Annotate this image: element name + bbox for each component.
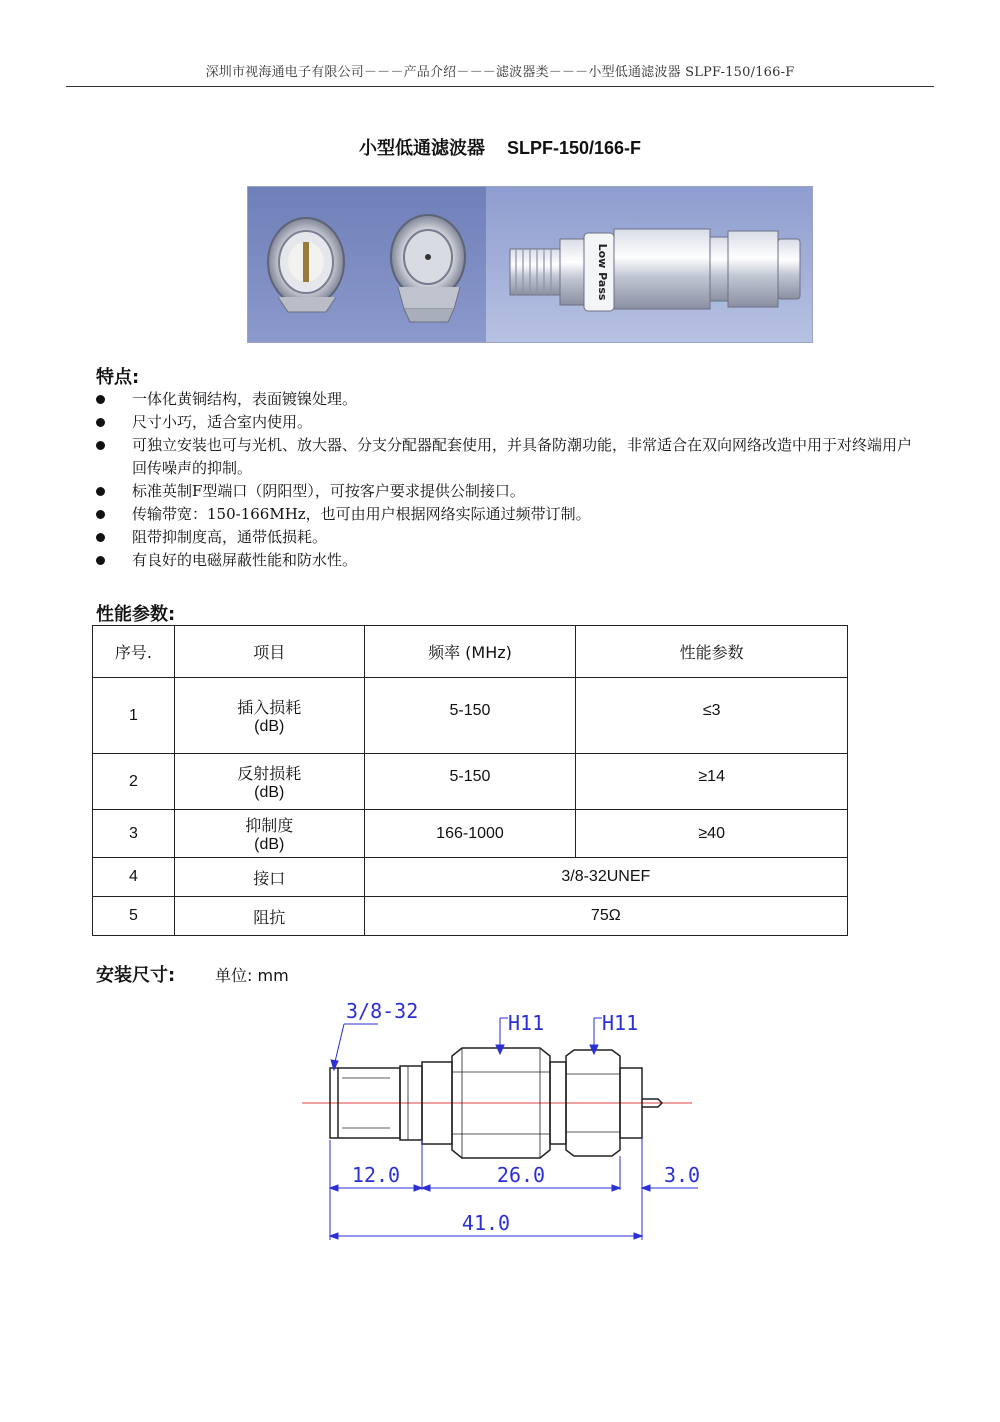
row-number: 3 xyxy=(93,810,175,858)
value-cell: ≤3 xyxy=(576,678,848,754)
bullet-icon xyxy=(96,418,105,427)
performance-table xyxy=(92,625,848,936)
list-item: 有良好的电磁屏蔽性能和防水性。 xyxy=(96,549,916,572)
thread-label: 3/8-32 xyxy=(346,999,419,1023)
dimension-labels xyxy=(346,999,700,1235)
product-name: 小型低通滤波器 xyxy=(358,138,485,159)
item-cell: 反射损耗 (dB) xyxy=(174,754,364,810)
bullet-icon xyxy=(96,441,105,450)
features-title: 特点: xyxy=(96,367,140,388)
product-model: SLPF-150/166-F xyxy=(506,138,642,158)
row-number: 4 xyxy=(93,858,175,897)
merged-value-cell: 3/8-32UNEF xyxy=(364,858,847,897)
header-cell: 频率 (MHz) xyxy=(364,626,576,678)
list-item: 一体化黄铜结构，表面镀镍处理。 xyxy=(96,388,916,411)
table-row xyxy=(93,858,848,897)
bullet-icon xyxy=(96,395,105,404)
table-header-row xyxy=(93,626,848,678)
bullet-icon xyxy=(96,556,105,565)
list-item: 阻带抑制度高，通带低损耗。 xyxy=(96,526,916,549)
frequency-cell: 5-150 xyxy=(364,678,576,754)
dimension-lines xyxy=(330,1018,701,1240)
list-item: 标准英制F型端口（阴阳型），可按客户要求提供公制接口。 xyxy=(96,480,916,503)
table-row xyxy=(93,754,848,810)
row-number: 5 xyxy=(93,897,175,936)
hex-label-2: H11 xyxy=(602,1011,639,1035)
male-connector-end-view xyxy=(268,218,344,312)
item-cell: 插入损耗 (dB) xyxy=(174,678,364,754)
item-cell: 阻抗 xyxy=(174,897,364,936)
merged-value-cell: 75Ω xyxy=(364,897,847,936)
item-cell: 接口 xyxy=(174,858,364,897)
product-photo xyxy=(247,186,813,343)
dimension-3: 3.0 xyxy=(663,1163,701,1187)
dimension-12: 12.0 xyxy=(351,1163,401,1187)
unit-label: 单位: mm xyxy=(215,966,289,985)
bullet-icon xyxy=(96,510,105,519)
list-item: 可独立安装也可与光机、放大器、分支分配器配套使用，并具备防潮功能，非常适合在双向网络改造中用于对终端用户回传噪声的抑制。 xyxy=(96,434,916,480)
item-cell: 抑制度 (dB) xyxy=(174,810,364,858)
frequency-cell: 5-150 xyxy=(364,754,576,810)
row-number: 2 xyxy=(93,754,175,810)
table-row xyxy=(93,678,848,754)
value-cell: ≥14 xyxy=(576,754,848,810)
table-row xyxy=(93,810,848,858)
installation-title: 安装尺寸: xyxy=(96,965,176,986)
dimension-total: 41.0 xyxy=(461,1211,511,1235)
features-list xyxy=(96,388,916,572)
performance-title: 性能参数: xyxy=(96,604,176,625)
document-title xyxy=(0,134,1000,160)
bullet-icon xyxy=(96,487,105,496)
header-cell: 项目 xyxy=(174,626,364,678)
bullet-icon xyxy=(96,533,105,542)
list-item: 尺寸小巧，适合室内使用。 xyxy=(96,411,916,434)
value-cell: ≥40 xyxy=(576,810,848,858)
installation-drawing xyxy=(290,990,710,1250)
header-divider xyxy=(66,86,934,87)
frequency-cell: 166-1000 xyxy=(364,810,576,858)
list-item: 传输带宽：150-166MHz，也可由用户根据网络实际通过频带订制。 xyxy=(96,503,916,526)
dimension-26: 26.0 xyxy=(496,1163,546,1187)
photo-label: Low Pass xyxy=(596,243,609,301)
page-header: 深圳市视海通电子有限公司－－－产品介绍－－－滤波器类－－－小型低通滤波器 SLPF-150/166-F xyxy=(205,65,795,80)
row-number: 1 xyxy=(93,678,175,754)
header-cell: 序号. xyxy=(93,626,175,678)
hex-label-1: H11 xyxy=(508,1011,545,1035)
table-row xyxy=(93,897,848,936)
header-cell: 性能参数 xyxy=(576,626,848,678)
